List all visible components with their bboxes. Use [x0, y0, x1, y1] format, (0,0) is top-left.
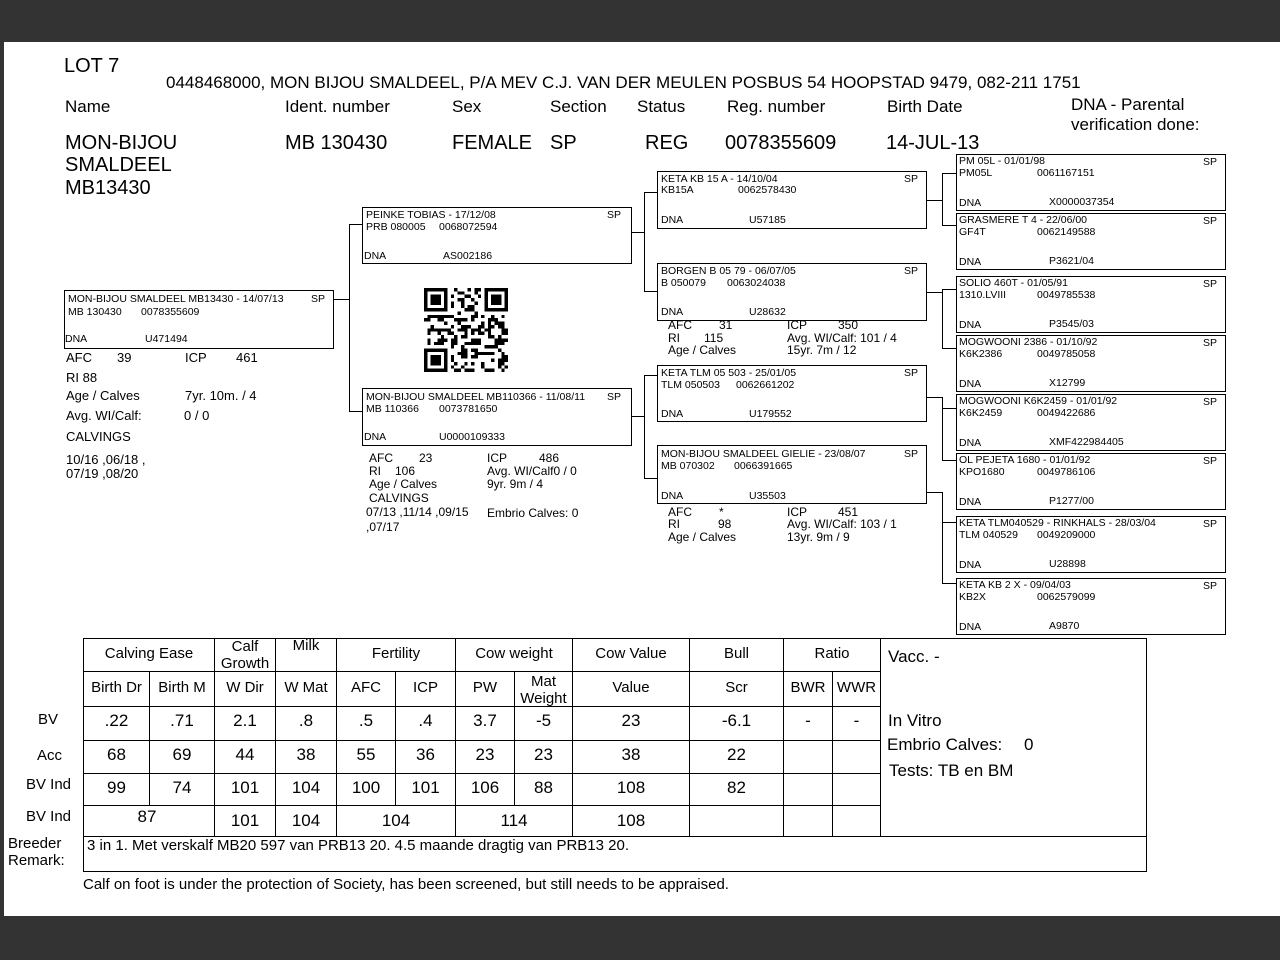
- great-grandparent-box: [956, 516, 1226, 573]
- dam-afc: 23: [419, 451, 433, 465]
- tests: Tests: TB en BM: [889, 761, 1014, 780]
- group-fertility: Fertility: [371, 645, 421, 662]
- ggp-reg: 0049422686: [1037, 407, 1096, 419]
- great-grandparent-box: [956, 335, 1226, 392]
- sire-title: PEINKE TOBIAS - 17/12/08: [366, 209, 496, 221]
- animal-name-3: MB13430: [65, 177, 151, 199]
- table-cell: 106: [470, 778, 500, 797]
- gp2-age: 15yr. 7m / 12: [787, 343, 857, 357]
- ggp-dna-label: DNA: [959, 496, 982, 508]
- table-subheader: PW: [472, 679, 498, 696]
- ggp-dna: XMF422984405: [1049, 436, 1124, 448]
- gp2-reg: 0063024038: [727, 277, 786, 289]
- table-cell: 88: [534, 778, 553, 797]
- ggp-title: MOGWOONI K6K2459 - 01/01/92: [959, 395, 1118, 407]
- table-cell-merged: 104: [291, 811, 321, 830]
- row-label-bvind-2: BV Ind: [26, 808, 72, 825]
- ggp-title: OL PEJETA 1680 - 01/01/92: [959, 454, 1091, 466]
- gp2-afc: 31: [719, 318, 733, 332]
- dam-icp: 486: [539, 451, 560, 465]
- dam-ri-label: RI: [369, 464, 381, 478]
- table-cell-merged: 101: [230, 811, 260, 830]
- table-cell: .4: [418, 711, 433, 730]
- gp2-ri-label: RI: [668, 331, 680, 345]
- animal-section: SP: [550, 132, 577, 154]
- gp2-dna-label: DNA: [661, 306, 684, 318]
- subject-calvings-label: CALVINGS: [66, 429, 131, 444]
- ggp-id: TLM 040529: [959, 529, 1018, 541]
- table-cell: 23: [475, 745, 495, 764]
- table-cell: 38: [621, 745, 641, 764]
- animal-status: REG: [645, 132, 689, 154]
- group-calving-ease: Calving Ease: [104, 645, 194, 662]
- header-ident: Ident. number: [285, 97, 390, 116]
- embrio-calves-label: Embrio Calves:: [887, 735, 1003, 754]
- animal-ident: MB 130430: [285, 132, 388, 154]
- owner-line: 0448468000, MON BIJOU SMALDEEL, P/A MEV C.J. VAN DER MEULEN POSBUS 54 HOOPSTAD 9479, 082-211 1751: [166, 73, 1081, 92]
- gp4-icp-label: ICP: [787, 505, 808, 519]
- ggp-dna-label: DNA: [959, 437, 982, 449]
- dam-title: MON-BIJOU SMALDEEL MB110366 - 11/08/11: [366, 391, 586, 403]
- ggp-section: SP: [1203, 455, 1218, 467]
- table-cell-merged: 108: [616, 811, 646, 830]
- subject-section: SP: [311, 293, 326, 305]
- group-milk: Milk: [292, 637, 320, 654]
- ggp-section: SP: [1203, 156, 1218, 168]
- sire-dna-label: DNA: [364, 250, 387, 262]
- gp4-icp: 451: [838, 505, 859, 519]
- ggp-dna: X12799: [1049, 377, 1086, 389]
- ggp-reg: 0049209000: [1037, 529, 1096, 541]
- group-cow-weight: Cow weight: [475, 645, 553, 662]
- gp4-age-label: Age / Calves: [668, 530, 737, 544]
- table-cell-merged: 114: [500, 811, 528, 830]
- gp3-dna-label: DNA: [661, 408, 684, 420]
- table-subheader: Mat Weight: [520, 673, 567, 707]
- gp4-reg: 0066391665: [734, 460, 793, 472]
- gp3-dna: U179552: [749, 408, 792, 420]
- gp3-id: TLM 050503: [661, 379, 720, 391]
- dam-calvings-label: CALVINGS: [369, 491, 429, 505]
- table-subheader: Scr: [725, 679, 748, 696]
- ggp-dna: P1277/00: [1049, 495, 1094, 507]
- dam-dna: U0000109333: [439, 431, 505, 443]
- ggp-section: SP: [1203, 518, 1218, 530]
- ggp-dna: A9870: [1049, 620, 1080, 632]
- great-grandparent-box: [956, 154, 1226, 211]
- header-status: Status: [637, 97, 686, 116]
- breeder-remark: 3 in 1. Met verskalf MB20 597 van PRB13 20. 4.5 maande dragtig van PRB13 20.: [87, 837, 629, 854]
- great-grandparent-box: [956, 213, 1226, 270]
- certificate-page: [4, 42, 1280, 916]
- animal-sex: FEMALE: [452, 132, 533, 154]
- ggp-section: SP: [1203, 337, 1218, 349]
- table-subheader: W Mat: [284, 679, 328, 696]
- table-cell: 36: [416, 745, 435, 764]
- sire-reg: 0068072594: [439, 221, 498, 233]
- gp1-reg: 0062578430: [738, 184, 797, 196]
- table-cell: 108: [616, 778, 646, 797]
- breeder-label-2: Remark:: [8, 852, 65, 869]
- gp4-wi: Avg. WI/Calf: 103 / 1: [787, 517, 897, 531]
- ggp-section: SP: [1203, 396, 1218, 408]
- subject-dna: U471494: [145, 333, 188, 345]
- table-cell: 22: [727, 745, 746, 764]
- ggp-reg: 0062579099: [1037, 591, 1096, 603]
- subject-icp-label: ICP: [185, 350, 207, 365]
- qr-code: [422, 288, 510, 372]
- group-calf-growth: Calf Growth: [220, 638, 270, 672]
- gp1-title: KETA KB 15 A - 14/10/04: [661, 173, 778, 185]
- gp2-title: BORGEN B 05 79 - 06/07/05: [661, 265, 796, 277]
- ggp-dna-label: DNA: [959, 319, 982, 331]
- table-cell: -5: [535, 711, 552, 730]
- subject-afc: 39: [117, 350, 132, 365]
- gp2-id: B 050079: [661, 277, 706, 289]
- dam-calvings-2: ,07/17: [366, 520, 400, 534]
- embrio-calves-value: 0: [1024, 735, 1034, 754]
- table-cell: 69: [172, 745, 192, 764]
- table-subheader: W Dir: [226, 679, 264, 696]
- table-cell: 99: [107, 778, 126, 797]
- sire-id: PRB 080005: [366, 221, 426, 233]
- grandparent-box-3: [657, 365, 927, 422]
- ggp-reg: 0062149588: [1037, 226, 1096, 238]
- ggp-id: GF4T: [959, 226, 986, 238]
- table-subheader: ICP: [412, 679, 438, 696]
- gp4-id: MB 070302: [661, 460, 715, 472]
- ggp-id: K6K2459: [959, 407, 1003, 419]
- ggp-dna: P3545/03: [1049, 318, 1094, 330]
- lot-number: LOT 7: [64, 55, 120, 77]
- table-cell: .71: [170, 711, 194, 730]
- subject-ri: RI 88: [66, 370, 98, 385]
- header-sex: Sex: [452, 97, 482, 116]
- subject-age-label: Age / Calves: [66, 388, 140, 403]
- table-cell: 2.1: [233, 711, 257, 730]
- dam-icp-label: ICP: [487, 451, 508, 465]
- subject-icp: 461: [236, 350, 258, 365]
- gp4-ri-label: RI: [668, 517, 680, 531]
- gp2-wi: Avg. WI/Calf: 101 / 4: [787, 331, 897, 345]
- ggp-id: 1310.LVIII: [959, 289, 1007, 301]
- table-cell-merged: 87: [137, 807, 157, 826]
- gp3-section: SP: [904, 367, 919, 379]
- gp4-dna: U35503: [749, 490, 786, 502]
- subject-reg: 0078355609: [141, 306, 200, 318]
- ggp-dna-label: DNA: [959, 621, 982, 633]
- grandparent-box-2: [657, 263, 927, 321]
- dam-embrio: Embrio Calves: 0: [487, 506, 579, 520]
- table-cell: .22: [104, 711, 129, 730]
- gp2-icp-label: ICP: [787, 318, 808, 332]
- gp3-reg: 0062661202: [736, 379, 795, 391]
- great-grandparent-box: [956, 394, 1226, 451]
- table-subheader: Value: [612, 679, 650, 696]
- dam-afc-label: AFC: [369, 451, 393, 465]
- table-subheader: BWR: [790, 679, 826, 696]
- table-cell: .5: [358, 711, 374, 730]
- breeder-label-1: Breeder: [8, 835, 62, 852]
- table-cell: 82: [727, 778, 746, 797]
- dam-dna-label: DNA: [364, 431, 387, 443]
- ggp-title: PM 05L - 01/01/98: [959, 155, 1045, 167]
- animal-name-2: SMALDEEL: [65, 154, 172, 176]
- ggp-dna-label: DNA: [959, 559, 982, 571]
- dam-reg: 0073781650: [439, 403, 498, 415]
- dam-box: [362, 388, 632, 446]
- ggp-reg: 0061167151: [1037, 167, 1095, 179]
- group-bull: Bull: [723, 645, 749, 662]
- gp2-afc-label: AFC: [668, 318, 692, 332]
- table-cell: -: [853, 711, 860, 730]
- ggp-id: KPO1680: [959, 466, 1005, 478]
- grandparent-box-4: [657, 445, 927, 504]
- animal-birth: 14-JUL-13: [886, 132, 980, 154]
- group-ratio: Ratio: [814, 645, 850, 662]
- dam-age-label: Age / Calves: [369, 477, 438, 491]
- subject-id: MB 130430: [68, 306, 122, 318]
- ggp-section: SP: [1203, 215, 1218, 227]
- table-cell: 44: [235, 745, 255, 764]
- header-reg: Reg. number: [727, 97, 826, 116]
- animal-reg: 0078355609: [725, 132, 837, 154]
- animal-name-1: MON-BIJOU: [65, 132, 178, 154]
- table-cell: 23: [534, 745, 553, 764]
- gp2-icp: 350: [838, 318, 859, 332]
- table-subheader: WWR: [836, 679, 877, 696]
- header-name: Name: [65, 97, 111, 116]
- sire-dna: AS002186: [443, 250, 493, 262]
- table-cell: -6.1: [721, 711, 752, 730]
- table-cell: 23: [621, 711, 641, 730]
- ggp-section: SP: [1203, 278, 1218, 290]
- ggp-dna: U28898: [1049, 558, 1086, 570]
- gp2-section: SP: [904, 265, 919, 277]
- in-vitro: In Vitro: [888, 711, 942, 730]
- table-cell: .8: [298, 711, 314, 730]
- table-cell: -: [805, 711, 811, 730]
- ggp-dna-label: DNA: [959, 256, 982, 268]
- subject-box: [64, 290, 334, 349]
- gp1-dna: U57185: [749, 214, 786, 226]
- ggp-title: KETA KB 2 X - 09/04/03: [959, 579, 1071, 591]
- gp1-section: SP: [904, 173, 919, 185]
- great-grandparent-box: [956, 453, 1226, 510]
- subject-calvings-1: 10/16 ,06/18 ,: [66, 452, 146, 467]
- dam-wi: Avg. WI/Calf0 / 0: [487, 464, 577, 478]
- great-grandparent-box: [956, 276, 1226, 333]
- dam-age: 9yr. 9m / 4: [487, 477, 544, 491]
- subject-afc-label: AFC: [66, 350, 92, 365]
- header-birth: Birth Date: [887, 97, 963, 116]
- table-cell: 3.7: [473, 711, 497, 730]
- vaccination: Vacc. -: [888, 647, 940, 666]
- header-dna-2: verification done:: [1071, 115, 1200, 134]
- sire-section: SP: [607, 209, 622, 221]
- gp4-title: MON-BIJOU SMALDEEL GIELIE - 23/08/07: [661, 448, 866, 460]
- gp3-title: KETA TLM 05 503 - 25/01/05: [661, 367, 797, 379]
- ggp-id: KB2X: [959, 591, 986, 603]
- ggp-reg: 0049786106: [1037, 466, 1096, 478]
- ggp-dna-label: DNA: [959, 197, 982, 209]
- subject-age: 7yr. 10m. / 4: [185, 388, 257, 403]
- subject-wi: 0 / 0: [184, 408, 210, 423]
- gp2-age-label: Age / Calves: [668, 343, 737, 357]
- gp1-dna-label: DNA: [661, 214, 684, 226]
- footer-note: Calf on foot is under the protection of Society, has been screened, but still needs to be appraised.: [83, 876, 729, 893]
- gp4-afc: *: [719, 505, 724, 519]
- sire-box: [362, 207, 632, 264]
- subject-dna-label: DNA: [65, 333, 88, 345]
- ggp-title: KETA TLM040529 - RINKHALS - 28/03/04: [959, 517, 1156, 529]
- gp4-ri: 98: [718, 517, 732, 531]
- great-grandparent-box: [956, 578, 1226, 635]
- ggp-dna-label: DNA: [959, 378, 982, 390]
- table-cell: 100: [351, 778, 381, 797]
- gp1-id: KB15A: [661, 184, 694, 196]
- ggp-section: SP: [1203, 580, 1218, 592]
- table-cell: 74: [172, 778, 192, 797]
- table-cell-merged: 104: [381, 811, 411, 830]
- ggp-title: GRASMERE T 4 - 22/06/00: [959, 214, 1088, 226]
- gp2-ri: 115: [704, 331, 724, 345]
- ggp-dna: P3621/04: [1049, 255, 1094, 267]
- table-cell: 104: [291, 778, 321, 797]
- row-label-acc: Acc: [37, 747, 63, 764]
- table-cell: 101: [411, 778, 440, 797]
- dam-section: SP: [607, 391, 622, 403]
- dam-id: MB 110366: [366, 403, 419, 415]
- ggp-reg: 0049785058: [1037, 348, 1096, 360]
- gp4-dna-label: DNA: [661, 490, 684, 502]
- table-cell: 38: [296, 745, 316, 764]
- group-cow-value: Cow Value: [595, 645, 667, 662]
- gp2-dna: U28632: [749, 306, 786, 318]
- table-cell: 68: [107, 745, 126, 764]
- table-cell: 55: [356, 745, 376, 764]
- ggp-title: MOGWOONI 2386 - 01/10/92: [959, 336, 1098, 348]
- subject-wi-label: Avg. WI/Calf:: [66, 408, 142, 423]
- ggp-reg: 0049785538: [1037, 289, 1096, 301]
- table-subheader: AFC: [351, 679, 381, 696]
- ggp-title: SOLIO 460T - 01/05/91: [959, 277, 1068, 289]
- table-cell: 101: [230, 778, 260, 797]
- dam-calvings-1: 07/13 ,11/14 ,09/15: [366, 505, 469, 519]
- gp4-afc-label: AFC: [668, 505, 692, 519]
- gp4-age: 13yr. 9m / 9: [787, 530, 850, 544]
- header-section: Section: [550, 97, 607, 116]
- table-subheader: Birth M: [158, 679, 206, 696]
- grandparent-box-1: [657, 171, 927, 229]
- subject-calvings-2: 07/19 ,08/20: [66, 466, 139, 481]
- table-subheader: Birth Dr: [91, 679, 142, 696]
- dam-ri: 106: [395, 464, 416, 478]
- header-dna-1: DNA - Parental: [1071, 95, 1185, 114]
- gp4-section: SP: [904, 448, 919, 460]
- ggp-dna: X0000037354: [1049, 196, 1115, 208]
- ggp-id: PM05L: [959, 167, 993, 179]
- row-label-bv: BV: [38, 711, 59, 728]
- row-label-bvind: BV Ind: [26, 776, 72, 793]
- subject-title: MON-BIJOU SMALDEEL MB13430 - 14/07/13: [68, 293, 284, 305]
- ggp-id: K6K2386: [959, 348, 1003, 360]
